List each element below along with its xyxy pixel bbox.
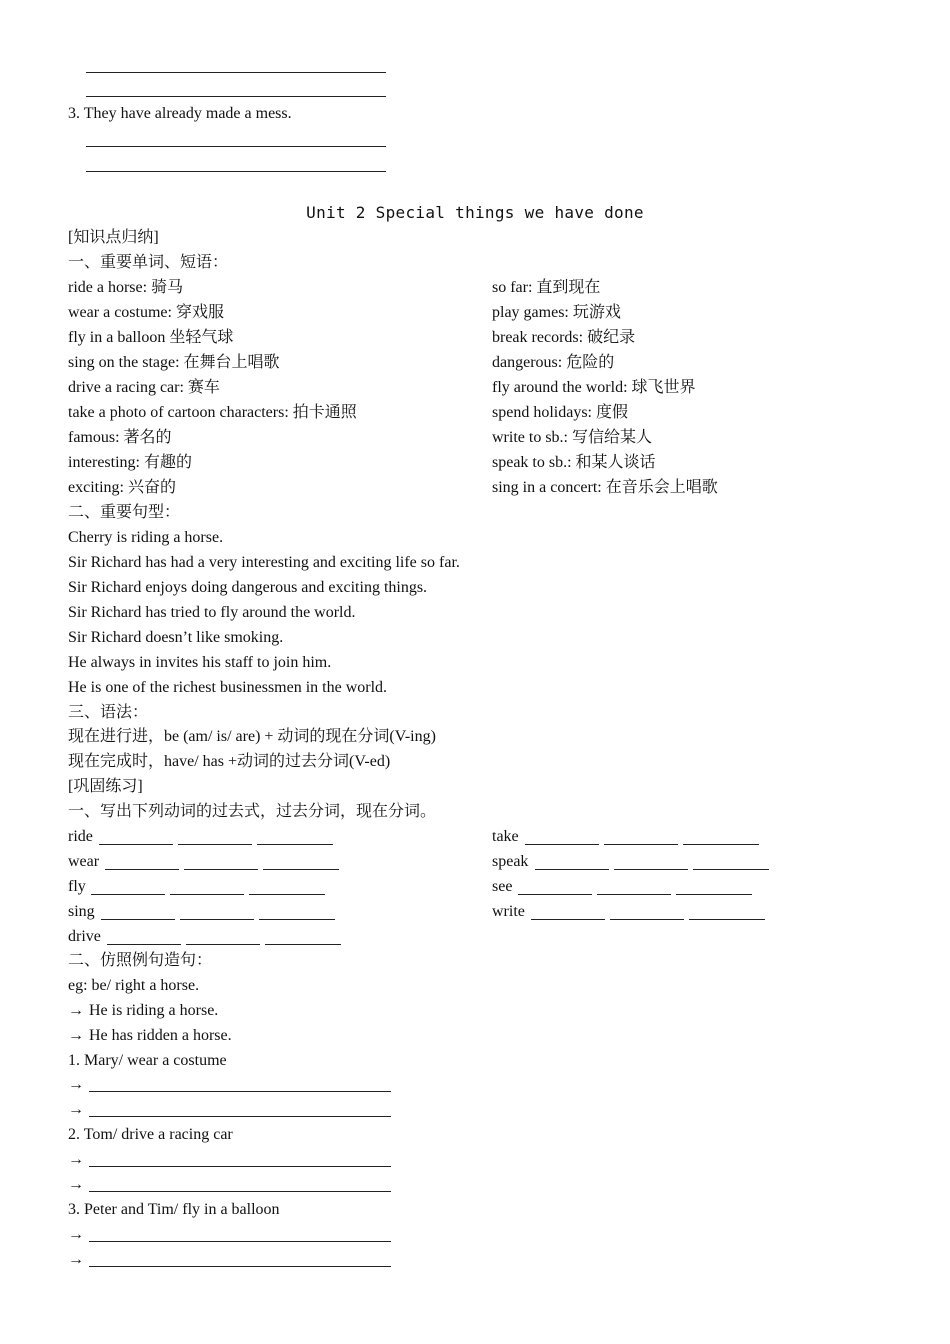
answer-blank[interactable] (86, 171, 386, 172)
answer-blank[interactable] (89, 1166, 391, 1167)
grammar-rule: 现在进行进，be (am/ is/ are) + 动词的现在分词(V-ing) (68, 728, 436, 745)
arrow-icon: → (68, 1101, 84, 1118)
practice-heading: [巩固练习] (68, 778, 143, 795)
verb-blank-present[interactable] (693, 869, 769, 870)
exercise-item: 3. They have already made a mess. (68, 105, 292, 122)
vocab-item: break records: 破纪录 (492, 329, 636, 346)
arrow-icon: → (68, 1027, 84, 1044)
arrow-icon: → (68, 1151, 84, 1168)
arrow-icon: → (68, 1251, 84, 1268)
verb-label: write (492, 903, 525, 920)
verb-label: wear (68, 853, 100, 870)
vocab-item: famous: 著名的 (68, 429, 172, 446)
vocab-item: speak to sb.: 和某人谈话 (492, 454, 656, 471)
vocab-item: fly in a balloon 坐轻气球 (68, 329, 234, 346)
answer-blank[interactable] (89, 1091, 391, 1092)
section-heading-sentences: 二、重要句型： (68, 504, 181, 521)
vocab-item: sing on the stage: 在舞台上唱歌 (68, 354, 280, 371)
answer-blank[interactable] (89, 1116, 391, 1117)
vocab-item: interesting: 有趣的 (68, 454, 192, 471)
key-sentence: Sir Richard has tried to fly around the world. (68, 604, 356, 621)
verb-label: take (492, 828, 519, 845)
verb-blank-participle[interactable] (170, 894, 244, 895)
verb-label: sing (68, 903, 95, 920)
answer-blank[interactable] (86, 146, 386, 147)
vocab-item: ride a horse: 骑马 (68, 279, 184, 296)
vocab-item: take a photo of cartoon characters: 拍卡通照 (68, 404, 357, 421)
verb-blank-present[interactable] (259, 919, 335, 920)
verb-blank-participle[interactable] (604, 844, 678, 845)
verb-label: drive (68, 928, 101, 945)
verb-label: see (492, 878, 513, 895)
exercise-item: 1. Mary/ wear a costume (68, 1052, 227, 1069)
verb-blank-past[interactable] (101, 919, 175, 920)
vocab-item: write to sb.: 写信给某人 (492, 429, 652, 446)
unit-title: Unit 2 Special things we have done (306, 203, 644, 222)
verb-label: fly (68, 878, 86, 895)
vocab-item: wear a costume: 穿戏服 (68, 304, 224, 321)
verb-blank-past[interactable] (535, 869, 609, 870)
verb-blank-participle[interactable] (184, 869, 258, 870)
vocab-item: exciting: 兴奋的 (68, 479, 176, 496)
verb-blank-participle[interactable] (178, 844, 252, 845)
example-prompt: eg: be/ right a horse. (68, 977, 200, 994)
key-sentence: He always in invites his staff to join him. (68, 654, 332, 671)
example-answer: He is riding a horse. (89, 1002, 219, 1019)
verb-label: speak (492, 853, 529, 870)
vocab-item: sing in a concert: 在音乐会上唱歌 (492, 479, 718, 496)
verb-blank-participle[interactable] (597, 894, 671, 895)
verb-blank-past[interactable] (105, 869, 179, 870)
key-sentence: Cherry is riding a horse. (68, 529, 224, 546)
answer-blank[interactable] (89, 1191, 391, 1192)
verb-blank-participle[interactable] (614, 869, 688, 870)
verb-blank-past[interactable] (518, 894, 592, 895)
verb-blank-past[interactable] (99, 844, 173, 845)
vocab-item: spend holidays: 度假 (492, 404, 628, 421)
vocab-item: drive a racing car: 赛车 (68, 379, 220, 396)
vocab-item: play games: 玩游戏 (492, 304, 621, 321)
vocab-item: dangerous: 危险的 (492, 354, 615, 371)
key-sentence: Sir Richard has had a very interesting and exciting life so far. (68, 554, 460, 571)
verb-blank-past[interactable] (107, 944, 181, 945)
verb-blank-present[interactable] (265, 944, 341, 945)
answer-blank[interactable] (89, 1241, 391, 1242)
verb-blank-present[interactable] (683, 844, 759, 845)
arrow-icon: → (68, 1226, 84, 1243)
key-sentence: Sir Richard doesn’t like smoking. (68, 629, 284, 646)
verb-blank-present[interactable] (257, 844, 333, 845)
example-answer: He has ridden a horse. (89, 1027, 232, 1044)
verb-blank-past[interactable] (91, 894, 165, 895)
arrow-icon: → (68, 1176, 84, 1193)
verb-blank-participle[interactable] (180, 919, 254, 920)
verb-label: ride (68, 828, 93, 845)
section-heading-grammar: 三、语法： (68, 704, 149, 721)
answer-blank[interactable] (86, 72, 386, 73)
verb-blank-past[interactable] (531, 919, 605, 920)
verb-blank-participle[interactable] (610, 919, 684, 920)
key-sentence: Sir Richard enjoys doing dangerous and exciting things. (68, 579, 428, 596)
section-heading-vocab: 一、重要单词、短语： (68, 254, 229, 271)
verb-blank-present[interactable] (689, 919, 765, 920)
vocab-item: fly around the world: 球飞世界 (492, 379, 696, 396)
exercise-heading: 二、仿照例句造句： (68, 952, 213, 969)
verb-blank-present[interactable] (676, 894, 752, 895)
verb-blank-present[interactable] (263, 869, 339, 870)
verb-blank-present[interactable] (249, 894, 325, 895)
arrow-icon: → (68, 1002, 84, 1019)
answer-blank[interactable] (86, 96, 386, 97)
exercise-heading: 一、写出下列动词的过去式，过去分词，现在分词。 (68, 803, 437, 820)
verb-blank-past[interactable] (525, 844, 599, 845)
knowledge-heading: [知识点归纳] (68, 229, 159, 246)
exercise-item: 2. Tom/ drive a racing car (68, 1126, 233, 1143)
arrow-icon: → (68, 1076, 84, 1093)
verb-blank-participle[interactable] (186, 944, 260, 945)
answer-blank[interactable] (89, 1266, 391, 1267)
key-sentence: He is one of the richest businessmen in the world. (68, 679, 388, 696)
grammar-rule: 现在完成时，have/ has +动词的过去分词(V-ed) (68, 753, 391, 770)
vocab-item: so far: 直到现在 (492, 279, 601, 296)
exercise-item: 3. Peter and Tim/ fly in a balloon (68, 1201, 280, 1218)
